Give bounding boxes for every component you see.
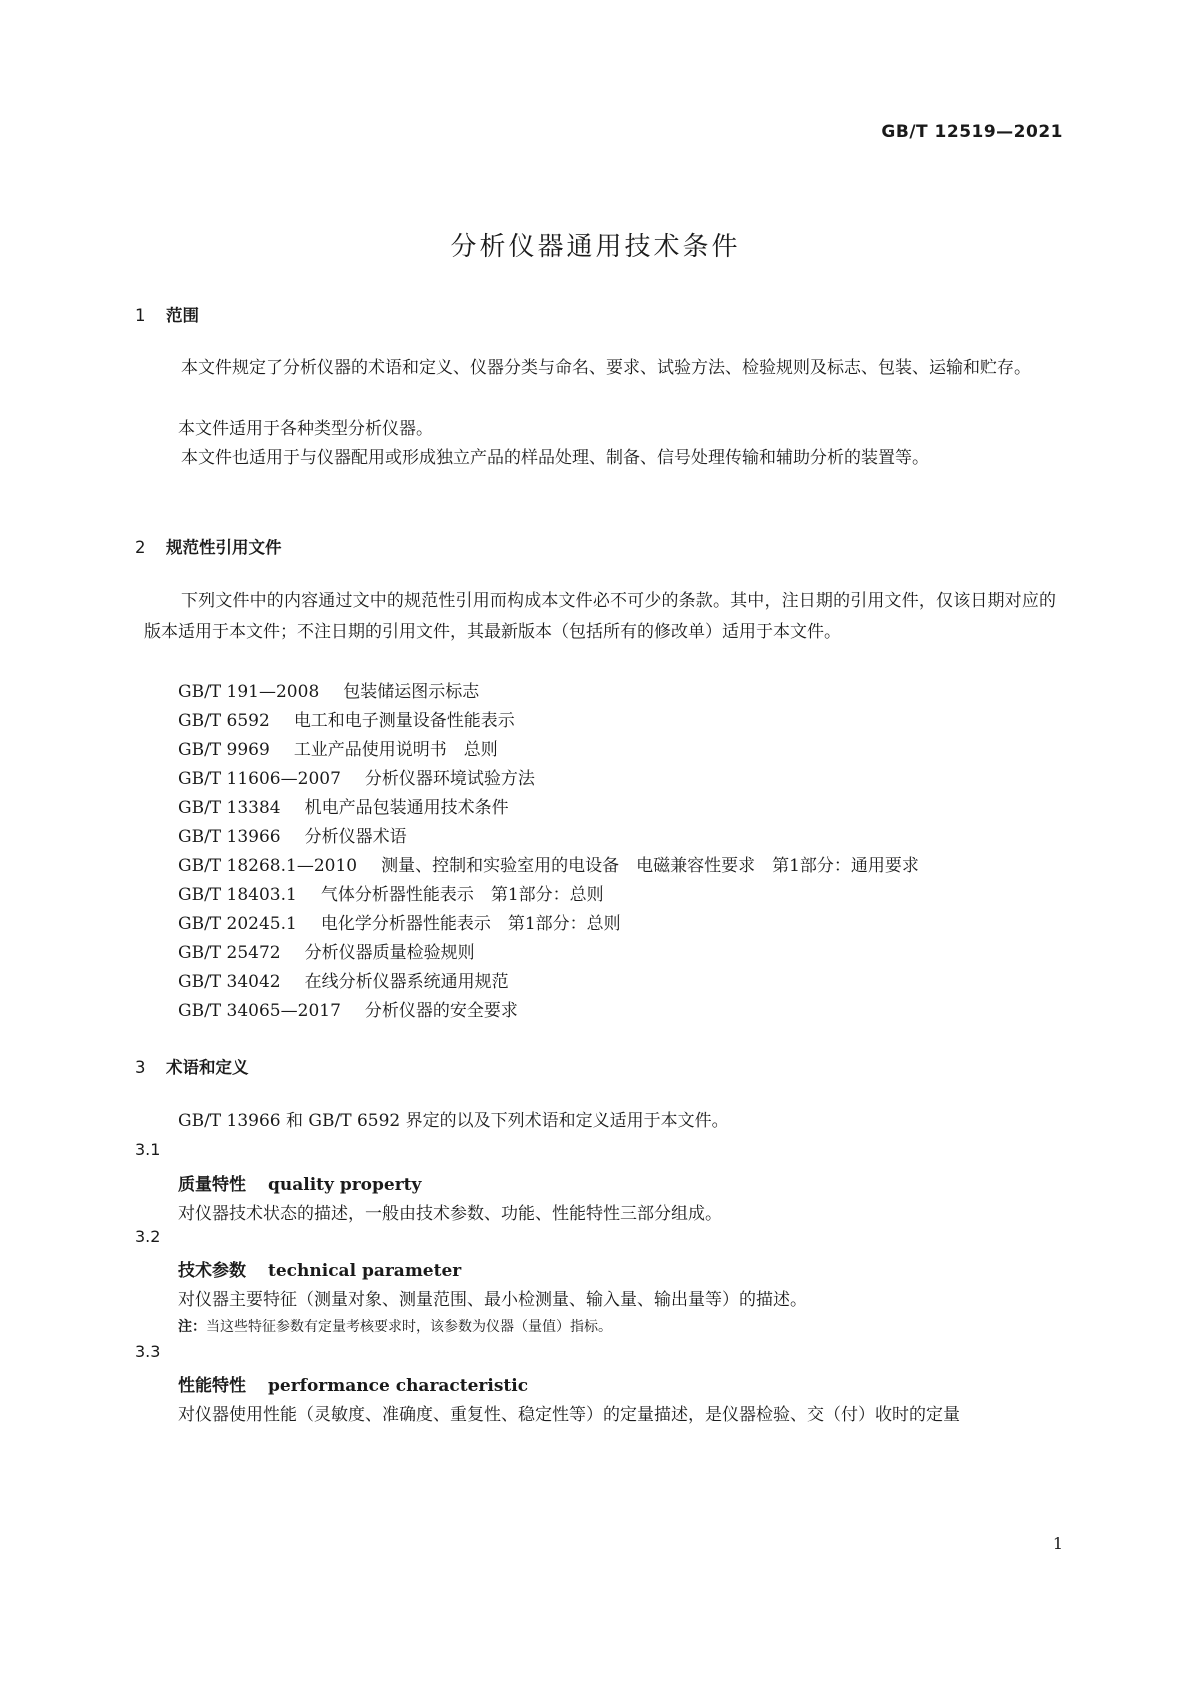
- reference-title: 分析仪器术语: [304, 827, 407, 847]
- reference-title: 分析仪器环境试验方法: [364, 769, 535, 789]
- term-definition: 对仪器使用性能（灵敏度、准确度、重复性、稳定性等）的定量描述，是仪器检验、交（付）收时的定量: [178, 1405, 960, 1425]
- term-zh: 质量特性: [178, 1175, 246, 1195]
- clause-number: 3.1: [135, 1140, 161, 1159]
- section-number: 2: [135, 538, 146, 557]
- paragraph: 本文件规定了分析仪器的术语和定义、仪器分类与命名、要求、试验方法、检验规则及标志、包装、运输和贮存。: [181, 358, 1031, 378]
- reference-item: [178, 967, 509, 992]
- term-entry: [178, 1170, 421, 1195]
- document-title: 分析仪器通用技术条件: [450, 232, 741, 262]
- reference-item: [178, 851, 919, 876]
- reference-item: [178, 880, 604, 905]
- reference-code: GB/T 13384: [178, 798, 281, 818]
- reference-title: 包装储运图示标志: [343, 682, 480, 702]
- reference-title: 工业产品使用说明书 总则: [293, 740, 498, 760]
- section-heading-3: [135, 1054, 249, 1078]
- term-definition: 对仪器主要特征（测量对象、测量范围、最小检测量、输入量、输出量等）的描述。: [178, 1290, 807, 1310]
- clause-number: 3.3: [135, 1342, 161, 1361]
- note-label: 注：: [178, 1319, 206, 1335]
- reference-item: [178, 822, 407, 847]
- term-en: technical parameter: [268, 1261, 462, 1281]
- note-text: 当这些特征参数有定量考核要求时，该参数为仪器（量值）指标。: [206, 1319, 612, 1335]
- paragraph: GB/T 13966 和 GB/T 6592 界定的以及下列术语和定义适用于本文件。: [178, 1111, 729, 1131]
- term-zh: 技术参数: [178, 1261, 246, 1281]
- term-definition: 对仪器技术状态的描述，一般由技术参数、功能、性能特性三部分组成。: [178, 1204, 722, 1224]
- section-title: 术语和定义: [166, 1058, 249, 1077]
- reference-code: GB/T 13966: [178, 827, 281, 847]
- term-entry: [178, 1371, 528, 1396]
- reference-title: 电化学分析器性能表示 第1部分：总则: [320, 914, 621, 934]
- reference-code: GB/T 34042: [178, 972, 281, 992]
- reference-title: 气体分析器性能表示 第1部分：总则: [320, 885, 604, 905]
- term-zh: 性能特性: [178, 1376, 246, 1396]
- section-heading-1: [135, 302, 199, 326]
- section-number: 3: [135, 1058, 146, 1077]
- reference-code: GB/T 11606—2007: [178, 769, 341, 789]
- paragraph: 下列文件中的内容通过文中的规范性引用而构成本文件必不可少的条款。其中，注日期的引用文件，仅该日期对应的版本适用于本文件；不注日期的引用文件，其最新版本（包括所有的修改单）适用于本文件。: [144, 591, 1056, 642]
- reference-code: GB/T 25472: [178, 943, 281, 963]
- term-en: quality property: [268, 1175, 422, 1195]
- reference-item: [178, 793, 509, 818]
- paragraph: 本文件适用于各种类型分析仪器。: [178, 419, 433, 439]
- term-en: performance characteristic: [268, 1376, 529, 1396]
- reference-title: 测量、控制和实验室用的电设备 电磁兼容性要求 第1部分：通用要求: [381, 856, 919, 876]
- clause-number: 3.2: [135, 1227, 161, 1246]
- reference-item: [178, 996, 518, 1021]
- section-heading-2: [135, 534, 282, 558]
- section-title: 范围: [166, 306, 199, 325]
- reference-code: GB/T 9969: [178, 740, 270, 760]
- section-title: 规范性引用文件: [166, 538, 282, 557]
- standard-number: GB/T 12519—2021: [881, 122, 1063, 142]
- reference-item: [178, 677, 479, 702]
- term-note: [178, 1316, 612, 1336]
- reference-title: 在线分析仪器系统通用规范: [304, 972, 509, 992]
- reference-code: GB/T 34065—2017: [178, 1001, 341, 1021]
- reference-item: [178, 735, 498, 760]
- reference-title: 分析仪器质量检验规则: [304, 943, 475, 963]
- term-entry: [178, 1256, 461, 1281]
- reference-title: 分析仪器的安全要求: [364, 1001, 518, 1021]
- reference-title: 机电产品包装通用技术条件: [304, 798, 509, 818]
- reference-item: [178, 764, 535, 789]
- page-number: 1: [1052, 1534, 1063, 1553]
- reference-code: GB/T 191—2008: [178, 682, 320, 702]
- section-number: 1: [135, 306, 146, 325]
- reference-code: GB/T 18403.1: [178, 885, 297, 905]
- paragraph: 本文件也适用于与仪器配用或形成独立产品的样品处理、制备、信号处理传输和辅助分析的装置等。: [181, 448, 929, 468]
- reference-code: GB/T 18268.1—2010: [178, 856, 358, 876]
- reference-code: GB/T 6592: [178, 711, 270, 731]
- reference-item: [178, 909, 621, 934]
- reference-item: [178, 938, 475, 963]
- reference-code: GB/T 20245.1: [178, 914, 297, 934]
- reference-item: [178, 706, 515, 731]
- reference-title: 电工和电子测量设备性能表示: [293, 711, 515, 731]
